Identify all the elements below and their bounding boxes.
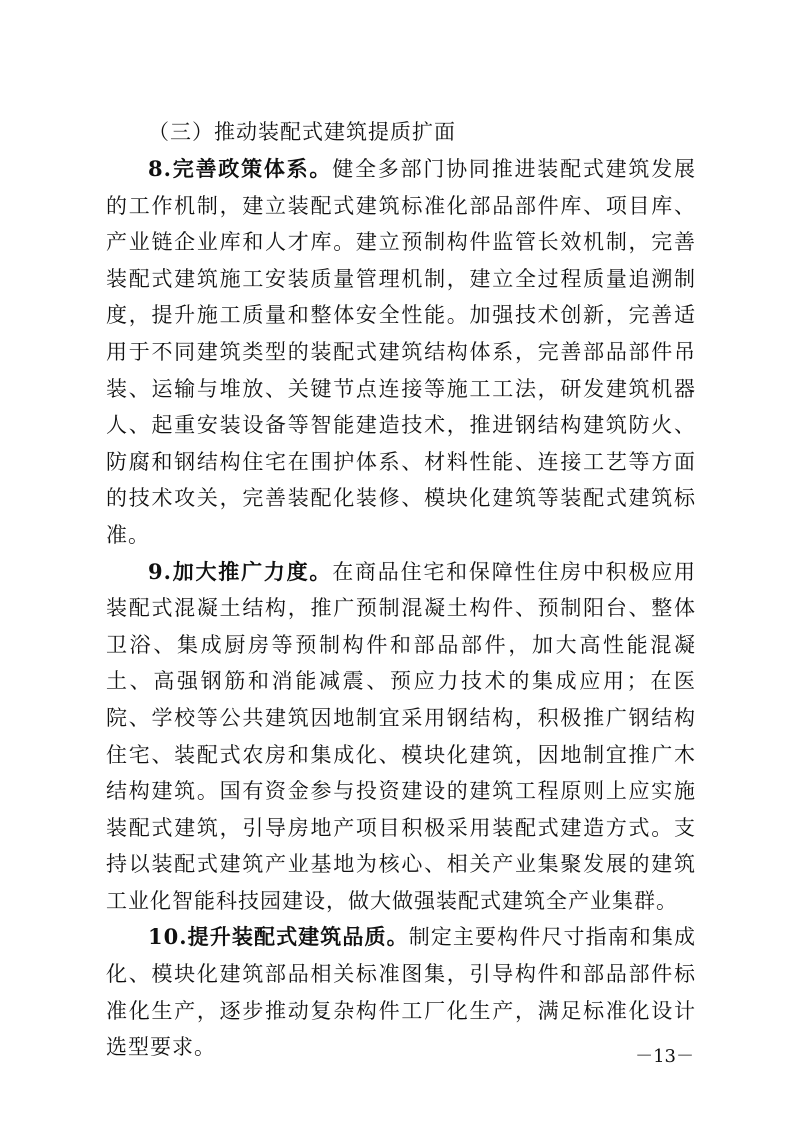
paragraph-body: 制定主要构件尺寸指南和集成化、模块化建筑部品相关标准图集，引导构件和部品部件标准化生产，逐步推动复杂构件工厂化生产，满足标准化设计选型要求。: [106, 925, 696, 1060]
paragraph-quality: [106, 919, 696, 1065]
paragraph-policy-system: [106, 151, 696, 554]
paragraph-lead: 10.提升装配式建筑品质。: [148, 924, 409, 950]
paragraph-body: 健全多部门协同推进装配式建筑发展的工作机制，建立装配式建筑标准化部品部件库、项目库、产业链企业库和人才库。建立预制构件监管长效机制，完善装配式建筑施工安装质量管理机制，建立全过程质量追溯制度，提升施工质量和整体安全性能。加强技术创新，完善适用于不同建筑类型的装配式建筑结构体系，完善部品部件吊装、运输与堆放、关键节点连接等施工工法，研发建筑机器人、起重安装设备等智能建造技术，推进钢结构建筑防火、防腐和钢结构住宅在围护体系、材料性能、连接工艺等方面的技术攻关，完善装配化装修、模块化建筑等装配式建筑标准。: [106, 157, 696, 547]
paragraph-lead: 8.完善政策体系。: [148, 156, 333, 181]
paragraph-body: 在商品住宅和保障性住房中积极应用装配式混凝土结构，推广预制混凝土构件、预制阳台、整体卫浴、集成厨房等预制构件和部品部件，加大高性能混凝土、高强钢筋和消能减震、预应力技术的集成应用；在医院、学校等公共建筑因地制宜采用钢结构，积极推广钢结构住宅、装配式农房和集成化、模块化建筑，因地制宜推广木结构建筑。国有资金参与投资建设的建筑工程原则上应实施装配式建筑，引导房地产项目积极采用装配式建造方式。支持以装配式建筑产业基地为核心、相关产业集聚发展的建筑工业化智能科技园建设，做大做强装配式建筑全产业集群。: [106, 559, 696, 913]
section-heading: （三）推动装配式建筑提质扩面: [148, 120, 456, 144]
paragraph-lead: 9.加大推广力度。: [148, 558, 333, 584]
paragraph-promotion: [106, 554, 696, 920]
document-body: [106, 114, 696, 1066]
page-number: －13－: [635, 1046, 694, 1067]
